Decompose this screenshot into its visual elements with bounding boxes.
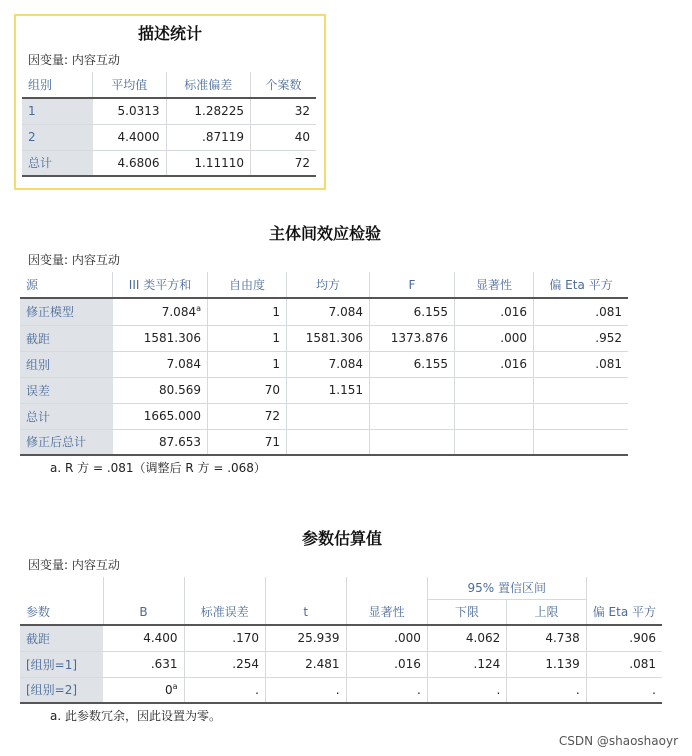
cell: 5.0313 <box>93 98 167 124</box>
col-header-n: 个案数 <box>251 72 316 98</box>
cell: 1581.306 <box>113 325 208 351</box>
row-label: [组别=2] <box>20 677 103 703</box>
col-header-upper: 上限 <box>507 599 586 625</box>
footnote-marker: a <box>172 682 178 692</box>
watermark: CSDN @shaoshaoyr <box>558 734 678 748</box>
parameter-estimates-block <box>20 525 664 728</box>
ci-group-header: 95% 置信区间 <box>427 577 586 599</box>
cell: 7.084 <box>161 305 197 320</box>
cell: 72 <box>208 403 287 429</box>
cell: . <box>586 677 662 703</box>
col-header-se: 标准误差 <box>184 599 265 625</box>
cell <box>534 403 629 429</box>
cell: .081 <box>586 651 662 677</box>
cell: 6.155 <box>370 351 455 377</box>
cell: . <box>265 677 346 703</box>
cell: .000 <box>455 325 534 351</box>
cell: 1.151 <box>287 377 370 403</box>
cell: 1 <box>208 298 287 325</box>
row-label: 总计 <box>20 403 113 429</box>
row-label: 修正模型 <box>20 298 113 325</box>
cell: 87.653 <box>113 429 208 455</box>
descriptive-table <box>22 72 316 177</box>
footnote-marker: a <box>196 304 201 314</box>
cell: 0 <box>165 683 173 698</box>
table-row <box>20 429 628 455</box>
col-header-ss: III 类平方和 <box>113 272 208 298</box>
cell: 1.139 <box>507 651 586 677</box>
row-label: 1 <box>22 98 93 124</box>
cell: 1 <box>208 351 287 377</box>
cell <box>534 377 629 403</box>
cell: 7.084 <box>287 298 370 325</box>
row-label: 总计 <box>22 150 93 176</box>
table-row <box>22 150 316 176</box>
row-label: 2 <box>22 124 93 150</box>
table-row <box>20 677 662 703</box>
cell: .631 <box>103 651 184 677</box>
cell: 4.400 <box>103 625 184 651</box>
cell: . <box>507 677 586 703</box>
col-header-f: F <box>370 272 455 298</box>
table-row <box>20 351 628 377</box>
cell: 4.6806 <box>93 150 167 176</box>
cell <box>370 429 455 455</box>
cell <box>455 377 534 403</box>
cell: 6.155 <box>370 298 455 325</box>
col-header-sig: 显著性 <box>455 272 534 298</box>
cell <box>287 403 370 429</box>
cell: .016 <box>455 298 534 325</box>
cell: . <box>427 677 506 703</box>
cell: .081 <box>534 298 629 325</box>
cell <box>370 403 455 429</box>
col-header-t: t <box>265 599 346 625</box>
cell: 1.11110 <box>166 150 251 176</box>
between-subjects-block <box>20 220 630 480</box>
table-row <box>20 325 628 351</box>
cell: 1665.000 <box>113 403 208 429</box>
cell: 40 <box>251 124 316 150</box>
col-header-df: 自由度 <box>208 272 287 298</box>
between-title: 主体间效应检验 <box>268 224 381 243</box>
cell <box>455 429 534 455</box>
table-row <box>22 124 316 150</box>
cell: .016 <box>346 651 427 677</box>
col-header-eta: 偏 Eta 平方 <box>586 599 662 625</box>
row-label: 组别 <box>20 351 113 377</box>
descriptive-stats-block <box>22 20 318 177</box>
cell: 1373.876 <box>370 325 455 351</box>
row-label: 截距 <box>20 325 113 351</box>
col-header-mean: 平均值 <box>93 72 167 98</box>
cell: . <box>346 677 427 703</box>
row-label: [组别=1] <box>20 651 103 677</box>
cell: 71 <box>208 429 287 455</box>
between-footnote: a. R 方 = .081（调整后 R 方 = .068） <box>50 461 266 475</box>
cell: .124 <box>427 651 506 677</box>
col-header-lower: 下限 <box>427 599 506 625</box>
col-header-b: B <box>103 599 184 625</box>
descriptive-title: 描述统计 <box>137 24 202 43</box>
cell: 7.084 <box>287 351 370 377</box>
cell: 4.4000 <box>93 124 167 150</box>
cell: 72 <box>251 150 316 176</box>
between-dependent-variable: 因变量: 内容互动 <box>28 253 120 267</box>
row-label: 截距 <box>20 625 103 651</box>
descriptive-dependent-variable: 因变量: 内容互动 <box>28 53 120 67</box>
cell: .952 <box>534 325 629 351</box>
cell: 4.062 <box>427 625 506 651</box>
cell <box>534 429 629 455</box>
col-header-source: 源 <box>20 272 113 298</box>
cell: 2.481 <box>265 651 346 677</box>
cell: .016 <box>455 351 534 377</box>
table-row <box>20 298 628 325</box>
col-header-sig: 显著性 <box>346 599 427 625</box>
cell: 1.28225 <box>166 98 251 124</box>
cell: 4.738 <box>507 625 586 651</box>
params-footnote: a. 此参数冗余，因此设置为零。 <box>50 709 221 723</box>
table-row <box>20 377 628 403</box>
cell: .906 <box>586 625 662 651</box>
cell: .87119 <box>166 124 251 150</box>
table-row <box>22 98 316 124</box>
params-title: 参数估算值 <box>301 529 382 548</box>
col-header-eta: 偏 Eta 平方 <box>534 272 629 298</box>
cell <box>370 377 455 403</box>
cell: 70 <box>208 377 287 403</box>
cell: .170 <box>184 625 265 651</box>
table-row <box>20 651 662 677</box>
row-label: 误差 <box>20 377 113 403</box>
cell: 1 <box>208 325 287 351</box>
col-header-sd: 标准偏差 <box>166 72 251 98</box>
cell: .254 <box>184 651 265 677</box>
table-row <box>20 625 662 651</box>
col-header-param: 参数 <box>20 599 103 625</box>
col-header-group: 组别 <box>22 72 93 98</box>
cell <box>455 403 534 429</box>
cell: 32 <box>251 98 316 124</box>
between-table <box>20 272 628 456</box>
cell: .081 <box>534 351 629 377</box>
col-header-ms: 均方 <box>287 272 370 298</box>
cell: 80.569 <box>113 377 208 403</box>
cell: . <box>184 677 265 703</box>
cell <box>287 429 370 455</box>
params-dependent-variable: 因变量: 内容互动 <box>28 558 120 572</box>
params-table <box>20 577 662 704</box>
cell: 1581.306 <box>287 325 370 351</box>
table-row <box>20 403 628 429</box>
cell: 7.084 <box>113 351 208 377</box>
cell: 25.939 <box>265 625 346 651</box>
row-label: 修正后总计 <box>20 429 113 455</box>
cell: .000 <box>346 625 427 651</box>
